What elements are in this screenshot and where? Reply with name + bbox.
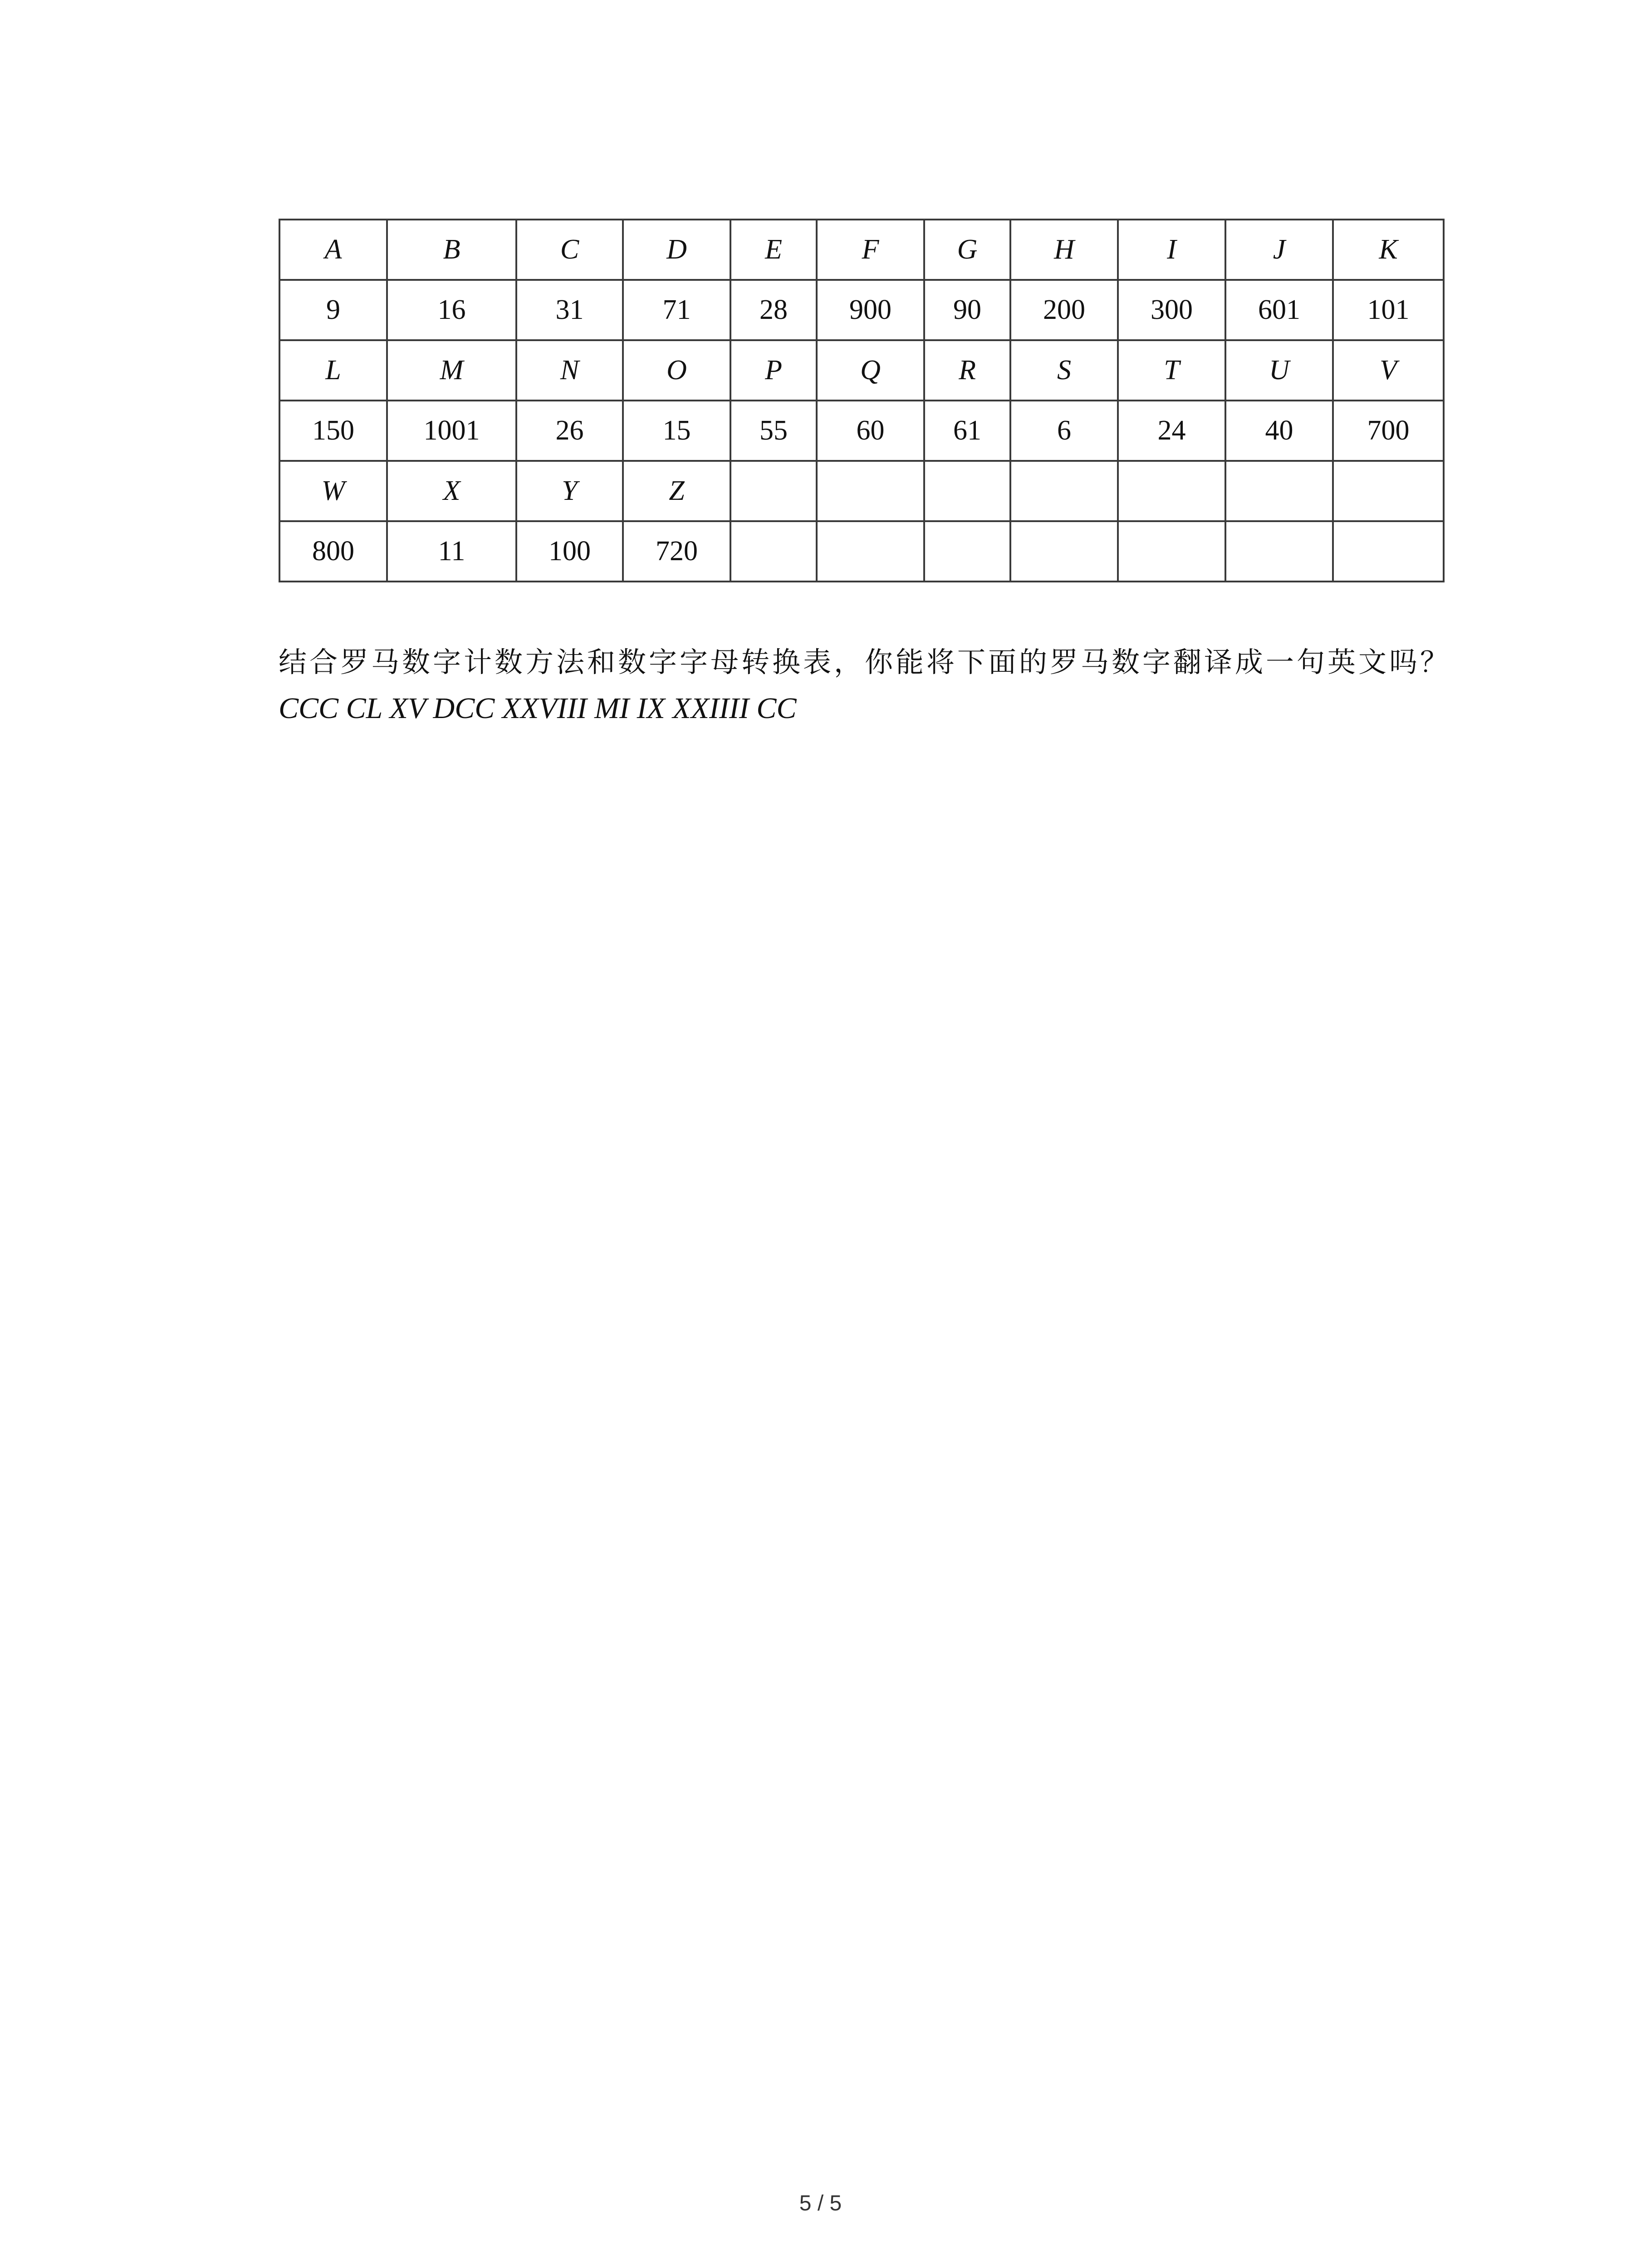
- letter-cell: X: [387, 461, 516, 521]
- number-cell: 601: [1225, 280, 1333, 340]
- letter-cell: N: [516, 340, 623, 401]
- number-cell: 100: [516, 521, 623, 582]
- letter-cell: B: [387, 220, 516, 280]
- letter-cell: A: [279, 220, 387, 280]
- number-cell: 71: [623, 280, 730, 340]
- letter-cell: M: [387, 340, 516, 401]
- letter-cell: D: [623, 220, 730, 280]
- letter-cell: S: [1010, 340, 1118, 401]
- letter-row: [279, 340, 1444, 401]
- letter-cell: U: [1225, 340, 1333, 401]
- number-cell: 60: [817, 401, 924, 461]
- letter-cell: J: [1225, 220, 1333, 280]
- letter-cell: F: [817, 220, 924, 280]
- letter-cell: Q: [817, 340, 924, 401]
- letter-cell: C: [516, 220, 623, 280]
- number-cell: 15: [623, 401, 730, 461]
- number-row: [279, 521, 1444, 582]
- letter-cell: [924, 461, 1010, 521]
- number-cell: 11: [387, 521, 516, 582]
- letter-cell: K: [1333, 220, 1444, 280]
- letter-cell: O: [623, 340, 730, 401]
- number-cell: 150: [279, 401, 387, 461]
- number-cell: 300: [1118, 280, 1225, 340]
- roman-numeral-sequence: CCC CL XV DCC XXVIII MI IX XXIIII CC: [279, 692, 797, 725]
- number-cell: 16: [387, 280, 516, 340]
- number-cell: 9: [279, 280, 387, 340]
- letter-cell: P: [730, 340, 817, 401]
- number-cell: 26: [516, 401, 623, 461]
- number-cell: 1001: [387, 401, 516, 461]
- number-cell: [730, 521, 817, 582]
- number-cell: 90: [924, 280, 1010, 340]
- letter-cell: [1225, 461, 1333, 521]
- letter-cell: [730, 461, 817, 521]
- number-cell: 40: [1225, 401, 1333, 461]
- number-cell: [1010, 521, 1118, 582]
- number-cell: 55: [730, 401, 817, 461]
- number-cell: [817, 521, 924, 582]
- number-cell: 200: [1010, 280, 1118, 340]
- letter-cell: Y: [516, 461, 623, 521]
- letter-cell: E: [730, 220, 817, 280]
- letter-cell: [1333, 461, 1444, 521]
- letter-row: [279, 461, 1444, 521]
- page-number: 5 / 5: [799, 2191, 842, 2215]
- number-row: [279, 280, 1444, 340]
- number-cell: 700: [1333, 401, 1444, 461]
- letter-cell: H: [1010, 220, 1118, 280]
- number-cell: 61: [924, 401, 1010, 461]
- table-body: [279, 220, 1444, 582]
- number-cell: [1333, 521, 1444, 582]
- number-cell: 101: [1333, 280, 1444, 340]
- letter-cell: Z: [623, 461, 730, 521]
- letter-cell: I: [1118, 220, 1225, 280]
- letter-cell: R: [924, 340, 1010, 401]
- question-text: 结合罗马数字计数方法和数字字母转换表，你能将下面的罗马数字翻译成一句英文吗？: [279, 645, 1451, 679]
- number-cell: 6: [1010, 401, 1118, 461]
- number-cell: 800: [279, 521, 387, 582]
- number-cell: 31: [516, 280, 623, 340]
- number-cell: 24: [1118, 401, 1225, 461]
- number-cell: [924, 521, 1010, 582]
- number-row: [279, 401, 1444, 461]
- letter-cell: T: [1118, 340, 1225, 401]
- letter-cell: [1010, 461, 1118, 521]
- letter-number-table: [279, 219, 1445, 582]
- number-cell: [1225, 521, 1333, 582]
- letter-cell: G: [924, 220, 1010, 280]
- letter-row: [279, 220, 1444, 280]
- number-cell: 720: [623, 521, 730, 582]
- letter-cell: L: [279, 340, 387, 401]
- letter-cell: [1118, 461, 1225, 521]
- letter-cell: [817, 461, 924, 521]
- letter-cell: V: [1333, 340, 1444, 401]
- number-cell: 28: [730, 280, 817, 340]
- letter-cell: W: [279, 461, 387, 521]
- number-cell: [1118, 521, 1225, 582]
- number-cell: 900: [817, 280, 924, 340]
